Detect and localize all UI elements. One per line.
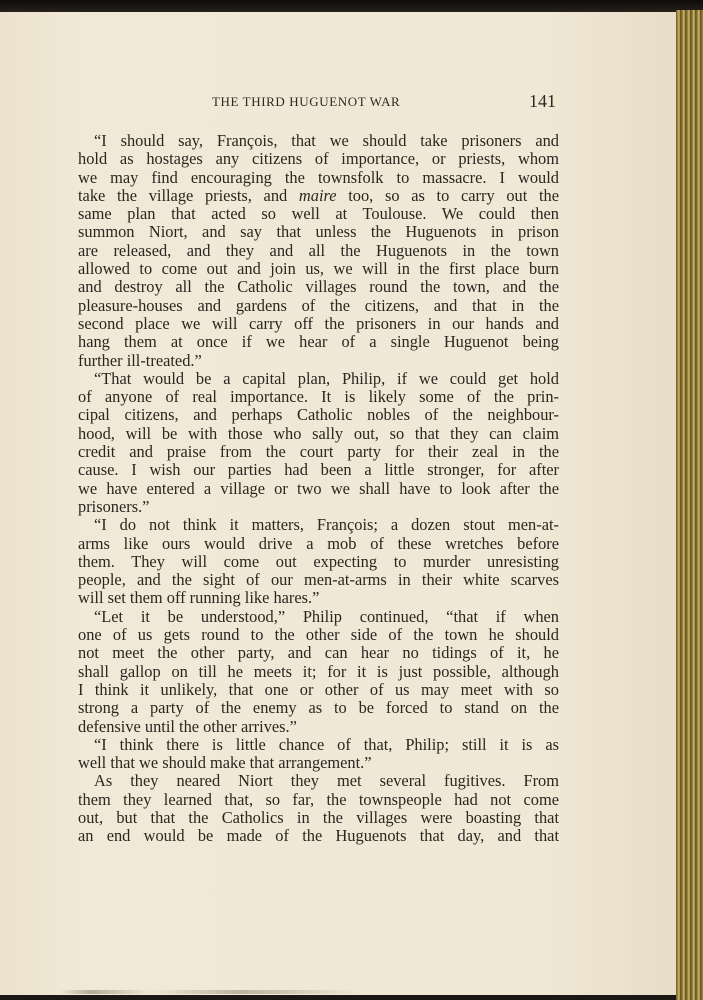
text-line: one of us gets round to the other side of the town he should [78, 625, 559, 645]
text-line: “I should say, François, that we should take prisoners and [94, 131, 559, 150]
text-line: cause. I wish our parties had been a little stronger, for after [78, 460, 559, 480]
text-line: well that we should make that arrangement.” [78, 753, 372, 773]
text-line: “Let it be understood,” Philip continued, “that if when [94, 606, 559, 626]
text-line: will set them off running like hares.” [78, 588, 320, 608]
text-line: hood, will be with those who sally out, so that they can claim [78, 423, 559, 443]
text-line: prisoners.” [78, 496, 150, 516]
text-line: further ill-treated.” [78, 350, 202, 370]
text-line: As they neared Niort they met several fugitives. From [94, 771, 559, 791]
text-line: take the village priests, and maire too, so as to carry out the [78, 185, 559, 205]
text-line: second place we will carry off the prisoners in our hands and [78, 313, 559, 333]
body-text [78, 132, 559, 846]
text-line: them. They will come out expecting to murder unresisting [78, 551, 559, 571]
page-number: 141 [529, 91, 556, 111]
text-line: we may find encouraging the townsfolk to massacre. I would [78, 167, 559, 187]
text-line: pleasure-houses and gardens of the citizens, and that in the [78, 295, 559, 315]
text-line: cipal citizens, and perhaps Catholic nobles of the neighbour- [78, 405, 559, 425]
text-line: are released, and they and all the Huguenots in the town [78, 240, 559, 260]
text-line: and destroy all the Catholic villages round the town, and the [78, 277, 559, 297]
text-line: shall gallop on till he meets it; for it is just possible, although [78, 661, 559, 681]
text-line: out, but that the Catholics in the villages were boasting that [78, 807, 559, 827]
text-line: “That would be a capital plan, Philip, if we could get hold [94, 368, 559, 388]
running-title: THE THIRD HUGUENOT WAR [212, 94, 401, 109]
text-line: hang them at once if we hear of a single Huguenot being [78, 332, 559, 352]
text-line: “I think there is little chance of that, Philip; still it is as [94, 734, 559, 754]
text-line: hold as hostages any citizens of importance, or priests, whom [78, 149, 559, 169]
text-line: allowed to come out and join us, we will in the first place burn [78, 259, 559, 279]
text-line: I think it unlikely, that one or other of us may meet with so [78, 679, 559, 699]
text-line: people, and the sight of our men-at-arms in their white scarves [78, 570, 559, 590]
text-line: strong a party of the enemy as to be forced to stand on the [78, 698, 559, 718]
text-line: not meet the other party, and can hear no tidings of it, he [78, 643, 559, 663]
text-line: of anyone of real importance. It is likely some of the prin- [78, 387, 559, 407]
text-line: arms like ours would drive a mob of these wretches before [78, 533, 559, 553]
text-line: them they learned that, so far, the townspeople had not come [78, 789, 559, 809]
scan-bottom-mark [60, 990, 360, 994]
text-line: defensive until the other arrives.” [78, 716, 297, 736]
text-line: an end would be made of the Huguenots that day, and that [78, 826, 559, 846]
text-line: same plan that acted so well at Toulouse. We could then [78, 204, 559, 224]
text-line: we have entered a village or two we shall have to look after the [78, 478, 559, 498]
text-line: credit and praise from the court party for their zeal in the [78, 442, 559, 462]
page-edges [676, 10, 703, 1000]
text-line: “I do not think it matters, François; a dozen stout men-at- [94, 515, 559, 535]
text-line: summon Niort, and say that unless the Huguenots in prison [78, 222, 559, 242]
